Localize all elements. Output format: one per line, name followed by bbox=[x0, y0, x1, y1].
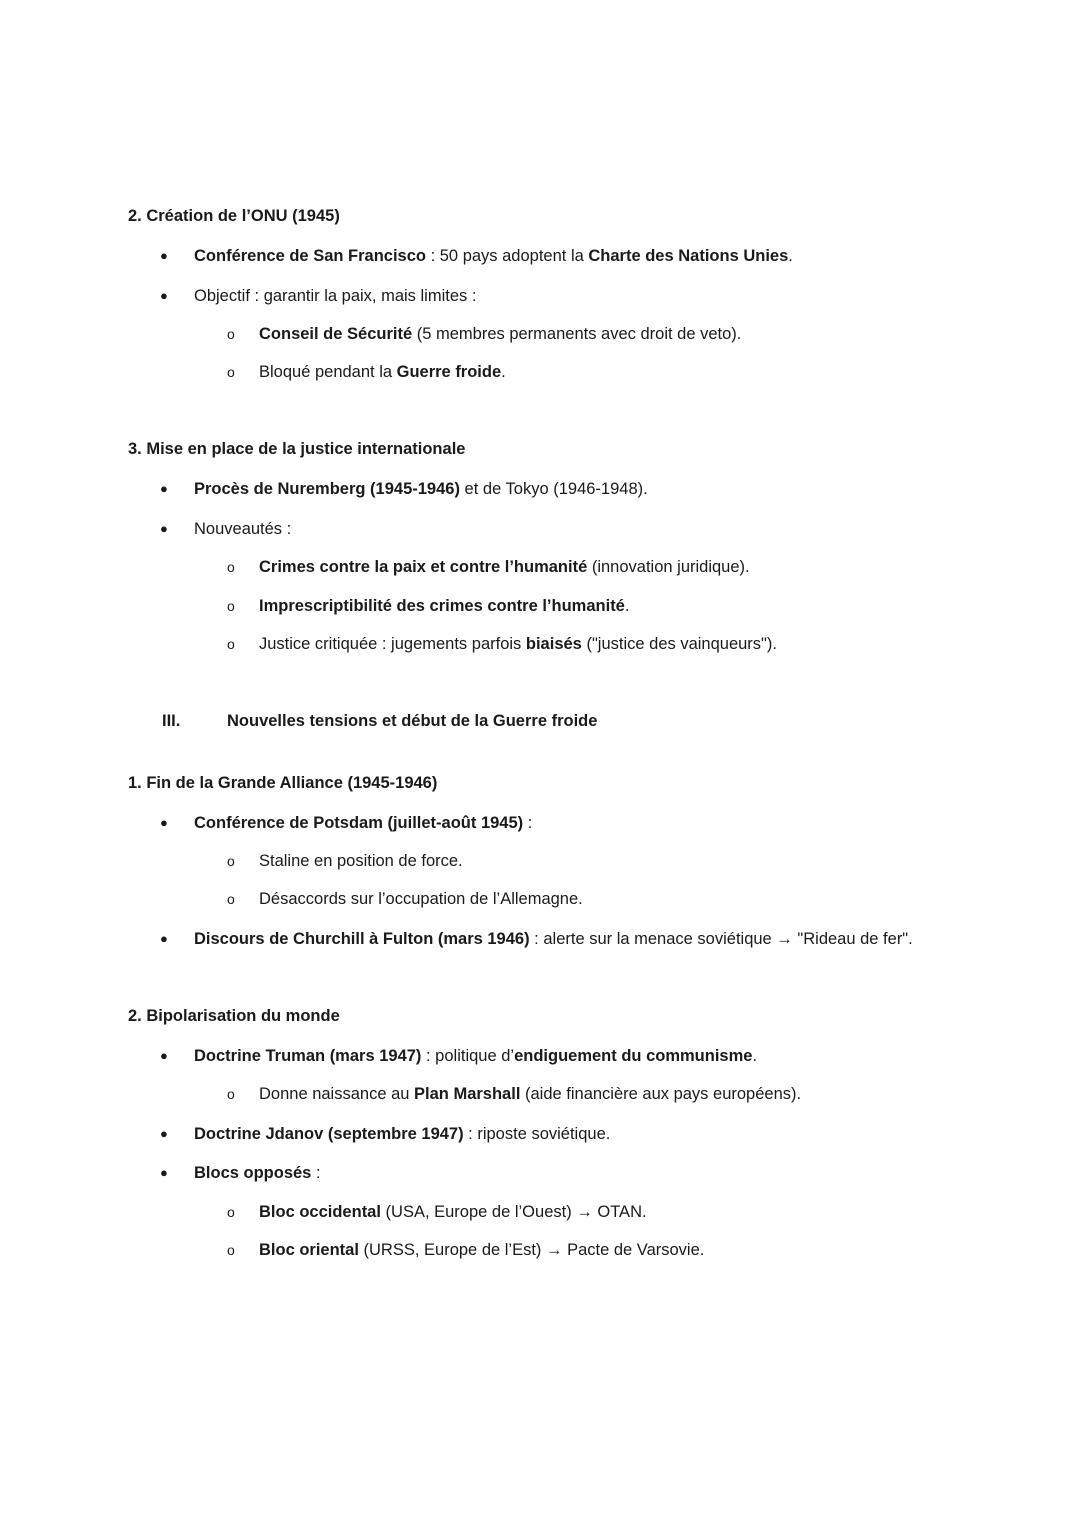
list-item: Conférence de Potsdam (juillet-août 1945) : bbox=[194, 814, 533, 832]
sub-bullet-marker: o bbox=[227, 364, 235, 380]
list-item: Nouveautés : bbox=[194, 520, 292, 538]
list-item: Doctrine Truman (mars 1947) : politique d’endiguement du communisme. bbox=[194, 1047, 758, 1065]
sub-list-item: Conseil de Sécurité (5 membres permanents avec droit de veto). bbox=[259, 325, 742, 343]
sub-list-item: Bloqué pendant la Guerre froide. bbox=[259, 363, 506, 381]
bullet-marker: ● bbox=[160, 1165, 168, 1180]
part-numeral: III. bbox=[162, 712, 181, 730]
list-item: Conférence de San Francisco : 50 pays adoptent la Charte des Nations Unies. bbox=[194, 247, 793, 265]
bullet-marker: ● bbox=[160, 1048, 168, 1063]
sub-bullet-marker: o bbox=[227, 326, 235, 342]
sub-bullet-marker: o bbox=[227, 1086, 235, 1102]
sub-bullet-marker: o bbox=[227, 853, 235, 869]
bullet-marker: ● bbox=[160, 931, 168, 946]
list-item: Procès de Nuremberg (1945-1946) et de Tokyo (1946-1948). bbox=[194, 480, 648, 498]
bullet-marker: ● bbox=[160, 815, 168, 830]
sub-list-item: Imprescriptibilité des crimes contre l’humanité. bbox=[259, 597, 630, 615]
heading-onu: 2. Création de l’ONU (1945) bbox=[128, 207, 340, 225]
sub-list-item: Bloc occidental (USA, Europe de l’Ouest) → OTAN. bbox=[259, 1203, 647, 1221]
bullet-marker: ● bbox=[160, 521, 168, 536]
heading-justice: 3. Mise en place de la justice internationale bbox=[128, 440, 466, 458]
sub-bullet-marker: o bbox=[227, 1204, 235, 1220]
sub-bullet-marker: o bbox=[227, 636, 235, 652]
sub-list-item: Justice critiquée : jugements parfois biaisés ("justice des vainqueurs"). bbox=[259, 635, 777, 653]
sub-bullet-marker: o bbox=[227, 559, 235, 575]
sub-list-item: Crimes contre la paix et contre l’humanité (innovation juridique). bbox=[259, 558, 750, 576]
heading-alliance: 1. Fin de la Grande Alliance (1945-1946) bbox=[128, 774, 438, 792]
bullet-marker: ● bbox=[160, 288, 168, 303]
sub-list-item: Bloc oriental (URSS, Europe de l’Est) → Pacte de Varsovie. bbox=[259, 1241, 705, 1259]
sub-bullet-marker: o bbox=[227, 598, 235, 614]
sub-list-item: Désaccords sur l’occupation de l’Allemagne. bbox=[259, 890, 583, 908]
bullet-marker: ● bbox=[160, 1126, 168, 1141]
sub-list-item: Staline en position de force. bbox=[259, 852, 463, 870]
list-item: Discours de Churchill à Fulton (mars 1946) : alerte sur la menace soviétique → "Rideau de fer". bbox=[194, 930, 913, 948]
bullet-marker: ● bbox=[160, 481, 168, 496]
sub-list-item: Donne naissance au Plan Marshall (aide financière aux pays européens). bbox=[259, 1085, 802, 1103]
list-item: Objectif : garantir la paix, mais limites : bbox=[194, 287, 477, 305]
sub-bullet-marker: o bbox=[227, 891, 235, 907]
list-item: Blocs opposés : bbox=[194, 1164, 321, 1182]
bullet-marker: ● bbox=[160, 248, 168, 263]
part-title: Nouvelles tensions et début de la Guerre froide bbox=[227, 712, 598, 730]
sub-bullet-marker: o bbox=[227, 1242, 235, 1258]
list-item: Doctrine Jdanov (septembre 1947) : riposte soviétique. bbox=[194, 1125, 611, 1143]
heading-bipolarisation: 2. Bipolarisation du monde bbox=[128, 1007, 340, 1025]
